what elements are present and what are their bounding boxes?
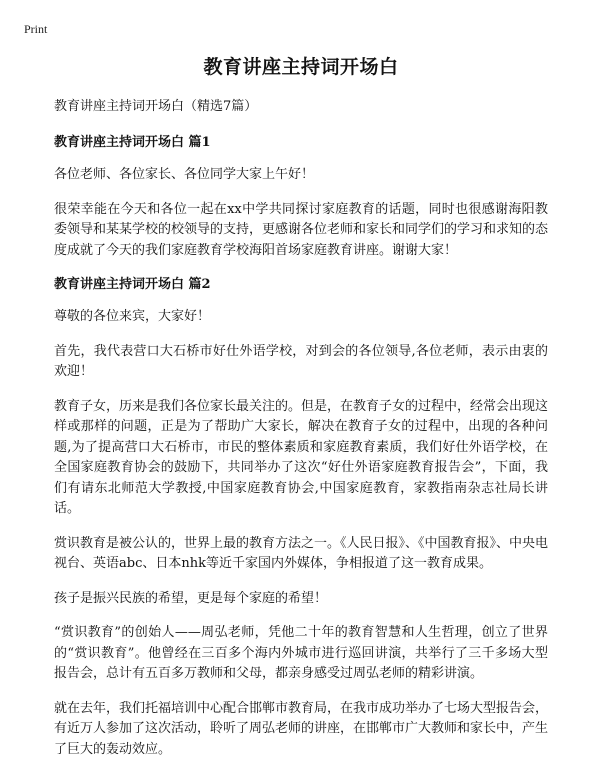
- paragraph: 很荣幸能在今天和各位一起在xx中学共同探讨家庭教育的话题，同时也很感谢海阳教委领导和某某学校的校领导的支持，更感谢各位老师和家长和同学们的学习和求知的态度成就了今天的我们家庭教育学校海阳首场家庭教育讲座。谢谢大家！: [54, 201, 549, 258]
- document-subtitle: 教育讲座主持词开场白（精选7篇）: [54, 99, 258, 114]
- document-title: 教育讲座主持词开场白: [203, 56, 399, 78]
- print-link[interactable]: Print: [24, 22, 48, 36]
- paragraph: 赏识教育是被公认的，世界上最的教育方法之一。《人民日报》、《中国教育报》、中央电视台、英语abc、日本nhk等近千家国内外媒体，争相报道了这一教育成果。: [54, 535, 549, 571]
- paragraph: 教育子女，历来是我们各位家长最关注的。但是，在教育子女的过程中，经常会出现这样或那样的问题，正是为了帮助广大家长，解决在教育子女的过程中，出现的各种问题,为了提高营口大石桥市，市民的整体素质和家庭教育素质，我们好仕外语学校，在全国家庭教育协会的鼓励下，共同举办了这次“好仕外语家庭教育报告会”，下面，我们有请东北师范大学教授,中国家庭教育协会,中国家庭教育，家教指南杂志社局长讲话。: [54, 398, 549, 516]
- section-heading: 教育讲座主持词开场白 篇2: [54, 277, 211, 292]
- paragraph: 尊敬的各位来宾，大家好！: [54, 309, 211, 324]
- document-body: [54, 52, 548, 774]
- section-1: [54, 133, 548, 261]
- section-heading: 教育讲座主持词开场白 篇1: [54, 135, 211, 150]
- paragraph: “赏识教育”的创始人——周弘老师，凭他二十年的教育智慧和人生哲理，创立了世界的“赏识教育”。他曾经在三百多个海内外城市进行巡回讲演，共举行了三千多场大型报告会，总计有五百多万教师和父母，都亲身感受过周弘老师的精彩讲演。: [54, 625, 548, 681]
- paragraph: 首先，我代表营口大石桥市好仕外语学校，对到会的各位领导,各位老师，表示由衷的欢迎！: [54, 343, 548, 379]
- paragraph: 就在去年，我们托福培训中心配合邯郸市教育局，在我市成功举办了七场大型报告会，有近万人参加了这次活动，聆听了周弘老师的讲座，在邯郸市广大教师和家长中，产生了巨大的轰动效应。: [54, 700, 549, 757]
- paragraph: 孩子是振兴民族的希望，更是每个家庭的希望！: [54, 590, 328, 606]
- section-2: [54, 275, 548, 760]
- paragraph: 各位老师、各位家长、各位同学大家上午好！: [54, 167, 315, 182]
